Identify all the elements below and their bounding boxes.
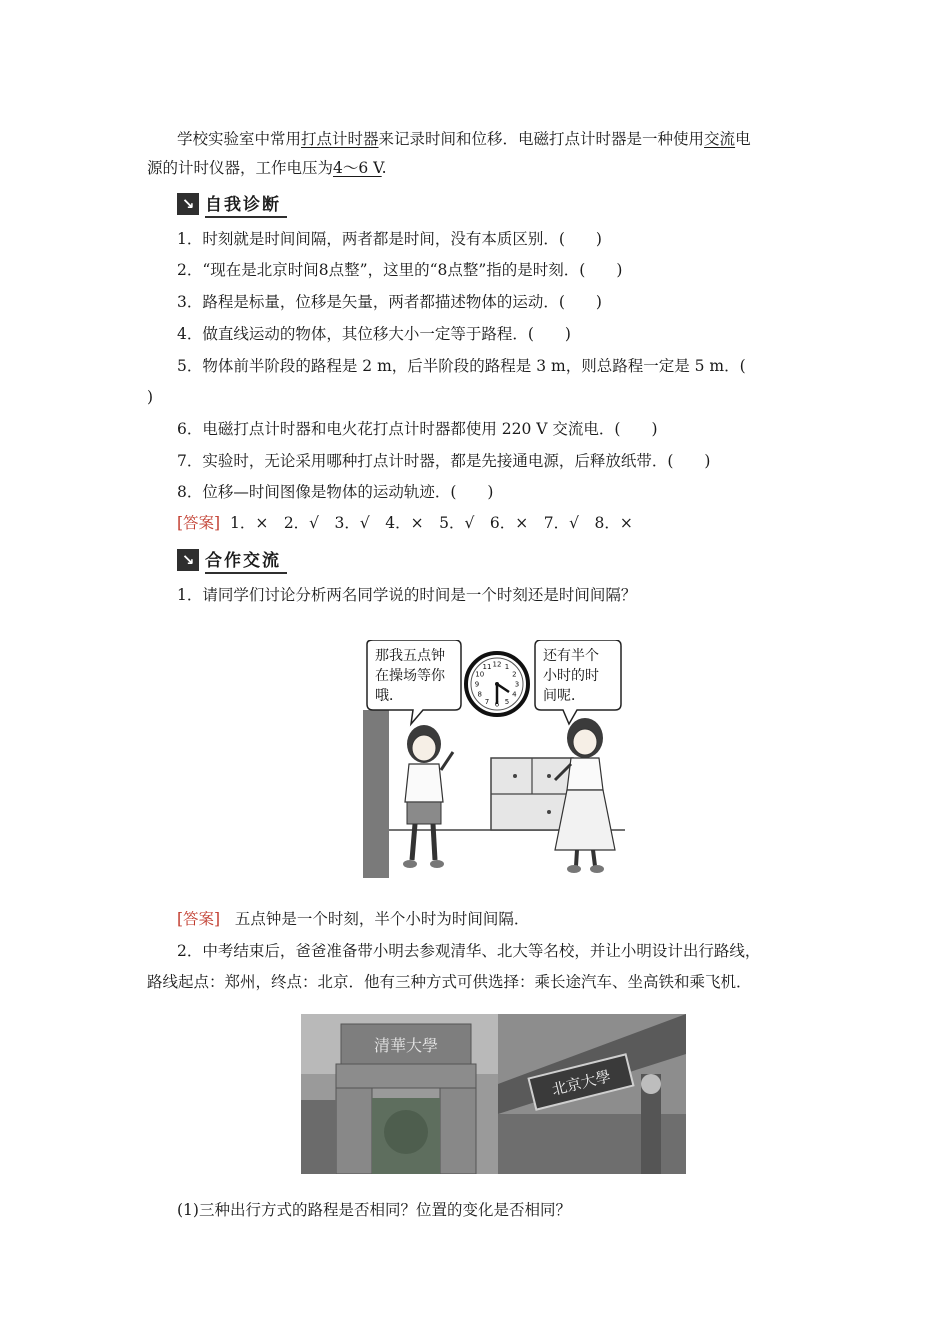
intro-underline-timer: 打点计时器 [301, 130, 379, 148]
clock-numeral: 9 [474, 680, 480, 689]
intro-text: 电 [735, 130, 751, 148]
intro-underline-ac: 交流 [704, 130, 736, 148]
bubble-left-line: 在操场等你 [375, 668, 445, 684]
section-header-self-diagnosis [177, 191, 287, 217]
section-title: 合作交流 [205, 546, 287, 574]
clock-numeral: 1 [504, 663, 510, 672]
arrow-icon: ↘ [177, 193, 199, 215]
question-item: 1．时刻就是时间间隔，两者都是时间，没有本质区别．( ) [177, 230, 602, 248]
clock-numeral: 3 [514, 680, 520, 689]
intro-underline-voltage: 4～6 V [333, 159, 382, 177]
peking-inscription: 北京大學 [549, 1066, 613, 1099]
photo-university-gates [301, 1014, 686, 1174]
question-item-continuation: ) [147, 388, 154, 406]
clock-numeral: 6 [494, 700, 500, 709]
answer-label: [答案] [177, 910, 221, 928]
answer-text: 1．× 2．√ 3．√ 4．× 5．√ 6．× 7．√ 8．× [229, 514, 633, 532]
intro-text: 来记录时间和位移．电磁打点计时器是一种使用 [378, 130, 705, 148]
answer-text: 五点钟是一个时刻，半个小时为时间间隔． [234, 910, 530, 928]
clock-numeral: 10 [475, 670, 485, 679]
clock-numeral: 7 [484, 697, 490, 706]
intro-line-2 [147, 157, 387, 179]
discussion-question-2-cont: 路线起点：郑州，终点：北京．他有三种方式可供选择：乘长途汽车、坐高铁和乘飞机． [147, 973, 752, 991]
illustration-two-girls [363, 640, 625, 878]
clock-numeral: 12 [492, 660, 502, 669]
answer-label: [答案] [177, 514, 221, 532]
wall-panel [363, 710, 389, 878]
question-item: 3．路程是标量，位移是矢量，两者都描述物体的运动．( ) [177, 293, 602, 311]
gates-photo-art [301, 1014, 686, 1174]
discussion-question-2: 2．中考结束后，爸爸准备带小明去参观清华、北大等名校，并让小明设计出行路线， [177, 942, 761, 960]
question-item: 7．实验时，无论采用哪种打点计时器，都是先接通电源，后释放纸带．( ) [177, 452, 711, 470]
clock-numeral: 11 [482, 663, 492, 672]
question-item: 2．“现在是北京时间8点整”，这里的“8点整”指的是时刻．( ) [177, 261, 623, 279]
answer-line [177, 908, 529, 930]
sub-question-1: (1)三种出行方式的路程是否相同？位置的变化是否相同？ [177, 1201, 571, 1219]
question-item: 6．电磁打点计时器和电火花打点计时器都使用 220 V 交流电．( ) [177, 420, 658, 438]
answer-line [177, 512, 633, 534]
bubble-right-line: 还有半个 [543, 648, 599, 664]
clock-numeral: 5 [504, 697, 510, 706]
intro-text: 源的计时仪器，工作电压为 [147, 159, 334, 177]
intro-text: . [381, 159, 387, 177]
clock-numeral: 2 [512, 670, 517, 679]
tsinghua-inscription: 清華大學 [373, 1036, 439, 1055]
intro-line-1 [177, 128, 751, 150]
section-header-cooperation [177, 547, 287, 573]
bubble-left-line: 那我五点钟 [375, 648, 445, 664]
question-item: 4．做直线运动的物体，其位移大小一定等于路程．( ) [177, 325, 571, 343]
bubble-right-line: 小时的时 [543, 668, 599, 684]
discussion-question-1: 1．请同学们讨论分析两名同学说的时间是一个时刻还是时间间隔？ [177, 586, 637, 604]
arrow-icon: ↘ [177, 549, 199, 571]
clock-numeral: 4 [512, 690, 517, 699]
illustration-art [363, 640, 625, 878]
question-item: 8．位移—时间图像是物体的运动轨迹．( ) [177, 483, 494, 501]
intro-text: 学校实验室中常用 [177, 130, 302, 148]
clock-numeral: 8 [477, 690, 482, 699]
bubble-right-line: 间呢． [543, 688, 585, 704]
girl-left [403, 725, 453, 868]
bubble-left-line: 哦． [375, 688, 403, 704]
section-title: 自我诊断 [205, 190, 287, 218]
question-item: 5．物体前半阶段的路程是 2 m，后半阶段的路程是 3 m，则总路程一定是 5 m．( [177, 357, 746, 375]
